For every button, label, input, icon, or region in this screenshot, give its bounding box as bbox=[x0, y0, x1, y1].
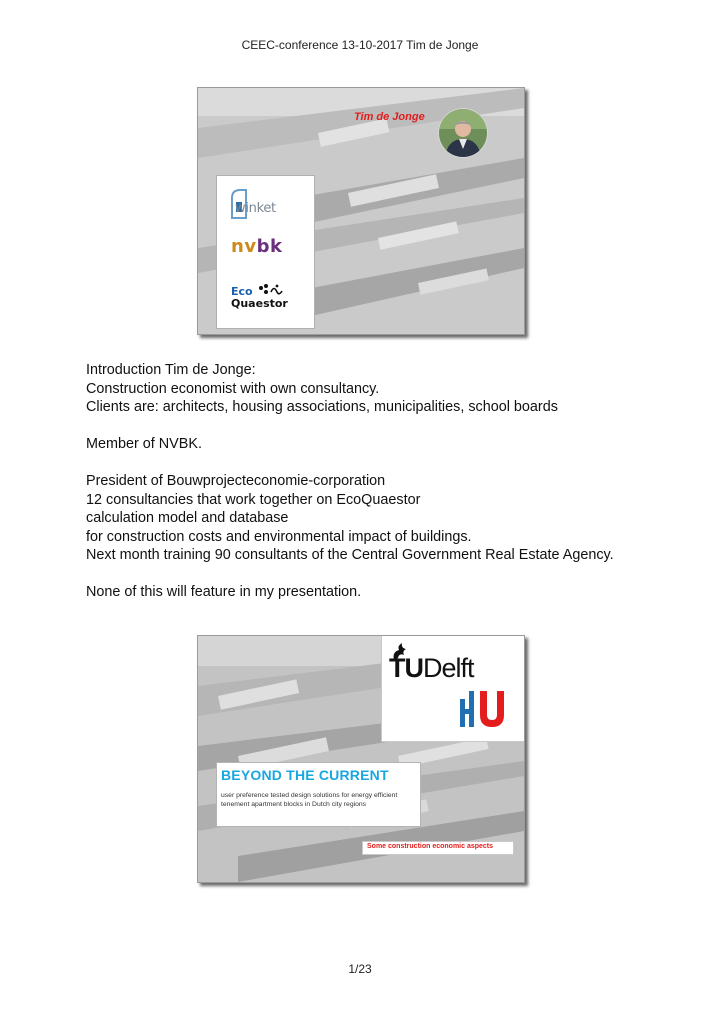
person-portrait-icon bbox=[439, 109, 487, 157]
tudelft-logo-tu: TU bbox=[389, 653, 423, 683]
winket-logo-text: winket bbox=[235, 201, 276, 216]
note-line: for construction costs and environmental impact of buildings. bbox=[86, 528, 472, 545]
tudelft-logo-delft: Delft bbox=[423, 653, 474, 683]
note-gap bbox=[86, 454, 686, 473]
topic-tag bbox=[362, 841, 514, 855]
partner-logos-panel bbox=[216, 175, 315, 329]
slide-thumbnail-speaker bbox=[197, 87, 525, 335]
presentation-title-box bbox=[216, 762, 421, 827]
slide-thumbnail-title bbox=[197, 635, 525, 883]
speaker-notes bbox=[86, 361, 686, 602]
nvbk-logo bbox=[231, 236, 282, 257]
note-line: Clients are: architects, housing associations, municipalities, school boards bbox=[86, 399, 558, 415]
presentation-title: BEYOND THE CURRENT bbox=[221, 767, 389, 783]
note-gap bbox=[86, 565, 686, 584]
hu-logo-icon bbox=[460, 691, 512, 727]
note-line: Introduction Tim de Jonge: bbox=[86, 362, 256, 378]
eco-logo-text: Eco bbox=[231, 285, 253, 298]
speaker-name: Tim de Jonge bbox=[354, 111, 425, 123]
nvbk-logo-suffix: bk bbox=[256, 236, 283, 257]
note-line: Member of NVBK. bbox=[86, 436, 202, 452]
note-line: Next month training 90 consultants of the Central Government Real Estate Agency. bbox=[86, 547, 614, 563]
topic-tag-text: Some construction economic aspects bbox=[367, 843, 494, 850]
note-line: Construction economist with own consultancy. bbox=[86, 380, 380, 397]
page-header: CEEC-conference 13-10-2017 Tim de Jonge bbox=[241, 38, 479, 52]
note-gap bbox=[86, 417, 686, 436]
note-line: calculation model and database bbox=[86, 510, 289, 526]
page-number: 1/23 bbox=[348, 962, 372, 976]
note-line: None of this will feature in my presentation. bbox=[86, 584, 362, 600]
tudelft-logo bbox=[389, 653, 474, 684]
note-line: President of Bouwprojecteconomie-corporation bbox=[86, 473, 386, 489]
nvbk-logo-prefix: nv bbox=[231, 236, 257, 257]
note-line: 12 consultancies that work together on EcoQuaestor bbox=[86, 491, 421, 508]
presentation-subtitle: user preference tested design solutions for energy efficient tenement apartment blocks in Dutch city regions bbox=[221, 792, 398, 808]
ecoquaestor-symbol-icon bbox=[257, 283, 283, 297]
quaestor-logo-text: Quaestor bbox=[231, 297, 288, 310]
speaker-portrait bbox=[438, 108, 488, 158]
university-logos-panel bbox=[381, 636, 524, 742]
